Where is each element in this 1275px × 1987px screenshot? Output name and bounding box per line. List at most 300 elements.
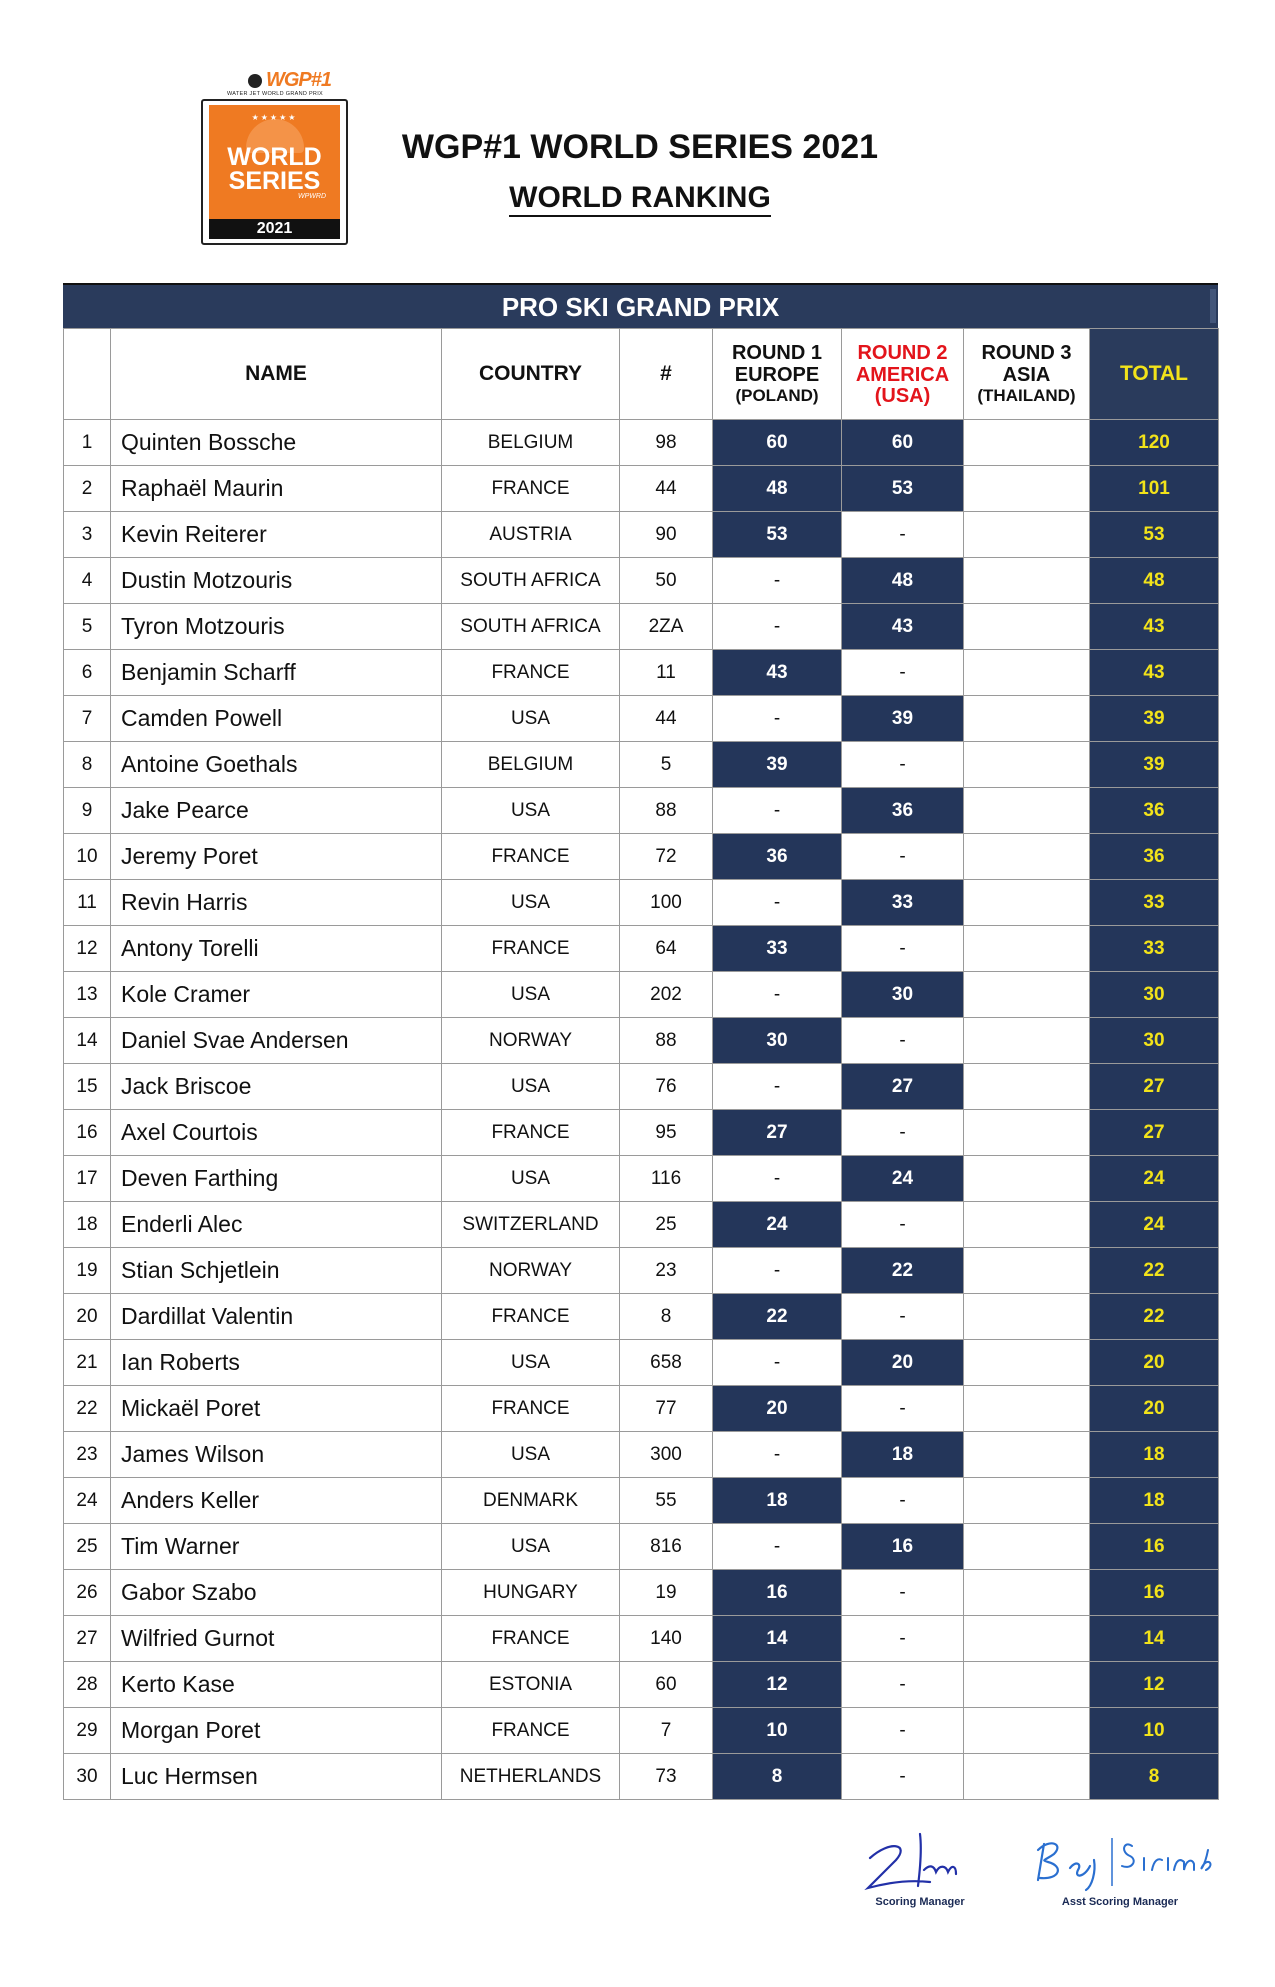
round2-points-cell: 24 bbox=[842, 1156, 964, 1202]
rider-number-cell: 77 bbox=[620, 1386, 713, 1432]
round2-points-cell: 36 bbox=[842, 788, 964, 834]
round1-points-cell: 8 bbox=[713, 1754, 842, 1800]
round2-points-cell: - bbox=[842, 1202, 964, 1248]
rank-header bbox=[64, 329, 111, 420]
table-row bbox=[64, 1156, 1219, 1202]
round3-points-cell bbox=[964, 972, 1090, 1018]
round3-points-cell bbox=[964, 558, 1090, 604]
round3-points-cell bbox=[964, 466, 1090, 512]
country-cell: FRANCE bbox=[442, 1708, 620, 1754]
table-row bbox=[64, 466, 1219, 512]
rank-cell: 6 bbox=[64, 650, 111, 696]
rank-cell: 4 bbox=[64, 558, 111, 604]
rank-cell: 3 bbox=[64, 512, 111, 558]
rider-name-cell: Kevin Reiterer bbox=[111, 512, 442, 558]
total-points-cell: 48 bbox=[1090, 558, 1219, 604]
table-row bbox=[64, 1708, 1219, 1754]
round1-points-cell: 36 bbox=[713, 834, 842, 880]
rider-name-cell: Jake Pearce bbox=[111, 788, 442, 834]
ranking-rows bbox=[64, 420, 1219, 1800]
country-cell: NORWAY bbox=[442, 1248, 620, 1294]
table-row bbox=[64, 1432, 1219, 1478]
rank-cell: 5 bbox=[64, 604, 111, 650]
round3-points-cell bbox=[964, 1064, 1090, 1110]
country-cell: HUNGARY bbox=[442, 1570, 620, 1616]
rank-cell: 30 bbox=[64, 1754, 111, 1800]
rank-cell: 18 bbox=[64, 1202, 111, 1248]
round1-points-cell: 30 bbox=[713, 1018, 842, 1064]
round1-points-cell: 48 bbox=[713, 466, 842, 512]
total-points-cell: 36 bbox=[1090, 788, 1219, 834]
round2-points-cell: - bbox=[842, 1386, 964, 1432]
signature-mark bbox=[1020, 1830, 1220, 1894]
table-row bbox=[64, 1202, 1219, 1248]
rider-number-cell: 11 bbox=[620, 650, 713, 696]
rider-name-cell: Tyron Motzouris bbox=[111, 604, 442, 650]
total-points-cell: 22 bbox=[1090, 1294, 1219, 1340]
total-points-cell: 43 bbox=[1090, 650, 1219, 696]
total-header: TOTAL bbox=[1090, 329, 1219, 420]
rank-cell: 8 bbox=[64, 742, 111, 788]
total-points-cell: 16 bbox=[1090, 1570, 1219, 1616]
round3-points-cell bbox=[964, 420, 1090, 466]
round1-points-cell: 53 bbox=[713, 512, 842, 558]
rider-name-cell: Antony Torelli bbox=[111, 926, 442, 972]
logo-year: 2021 bbox=[209, 219, 340, 239]
rider-name-cell: Enderli Alec bbox=[111, 1202, 442, 1248]
rider-number-cell: 202 bbox=[620, 972, 713, 1018]
round3-points-cell bbox=[964, 880, 1090, 926]
table-row bbox=[64, 1340, 1219, 1386]
total-points-cell: 30 bbox=[1090, 1018, 1219, 1064]
table-row bbox=[64, 1018, 1219, 1064]
rider-number-cell: 2ZA bbox=[620, 604, 713, 650]
round2-points-cell: - bbox=[842, 650, 964, 696]
wgp-world-series-logo bbox=[201, 69, 348, 245]
rider-name-cell: Wilfried Gurnot bbox=[111, 1616, 442, 1662]
rank-cell: 15 bbox=[64, 1064, 111, 1110]
total-points-cell: 18 bbox=[1090, 1432, 1219, 1478]
rank-cell: 26 bbox=[64, 1570, 111, 1616]
country-cell: FRANCE bbox=[442, 650, 620, 696]
ranking-sheet bbox=[63, 283, 1218, 1800]
total-points-cell: 27 bbox=[1090, 1064, 1219, 1110]
round3-points-cell bbox=[964, 604, 1090, 650]
round1-points-cell: - bbox=[713, 788, 842, 834]
country-cell: USA bbox=[442, 1340, 620, 1386]
country-cell: USA bbox=[442, 788, 620, 834]
country-header: COUNTRY bbox=[442, 329, 620, 420]
rank-cell: 1 bbox=[64, 420, 111, 466]
total-points-cell: 24 bbox=[1090, 1202, 1219, 1248]
rider-name-cell: Camden Powell bbox=[111, 696, 442, 742]
country-cell: FRANCE bbox=[442, 1616, 620, 1662]
logo-brand: WGP#1 bbox=[219, 69, 331, 93]
rank-cell: 28 bbox=[64, 1662, 111, 1708]
rider-number-cell: 98 bbox=[620, 420, 713, 466]
rank-cell: 24 bbox=[64, 1478, 111, 1524]
table-row bbox=[64, 1386, 1219, 1432]
rider-number-cell: 88 bbox=[620, 1018, 713, 1064]
round3-points-cell bbox=[964, 650, 1090, 696]
table-row bbox=[64, 742, 1219, 788]
rank-cell: 16 bbox=[64, 1110, 111, 1156]
rider-number-cell: 60 bbox=[620, 1662, 713, 1708]
table-row bbox=[64, 926, 1219, 972]
total-points-cell: 16 bbox=[1090, 1524, 1219, 1570]
rider-number-cell: 25 bbox=[620, 1202, 713, 1248]
table-row bbox=[64, 880, 1219, 926]
round1-points-cell: - bbox=[713, 1248, 842, 1294]
round1-points-cell: 39 bbox=[713, 742, 842, 788]
number-header: # bbox=[620, 329, 713, 420]
round1-points-cell: - bbox=[713, 880, 842, 926]
country-cell: USA bbox=[442, 1156, 620, 1202]
rank-cell: 22 bbox=[64, 1386, 111, 1432]
country-cell: SOUTH AFRICA bbox=[442, 604, 620, 650]
round1-points-cell: 27 bbox=[713, 1110, 842, 1156]
total-points-cell: 53 bbox=[1090, 512, 1219, 558]
round2-points-cell: 16 bbox=[842, 1524, 964, 1570]
round1-points-cell: 60 bbox=[713, 420, 842, 466]
scoring-manager-signature bbox=[860, 1830, 980, 1908]
total-points-cell: 101 bbox=[1090, 466, 1219, 512]
round2-header: ROUND 2 AMERICA (USA) bbox=[842, 329, 964, 420]
rank-cell: 25 bbox=[64, 1524, 111, 1570]
round2-points-cell: - bbox=[842, 1754, 964, 1800]
rider-name-cell: Dustin Motzouris bbox=[111, 558, 442, 604]
country-cell: SOUTH AFRICA bbox=[442, 558, 620, 604]
rank-cell: 19 bbox=[64, 1248, 111, 1294]
country-cell: NORWAY bbox=[442, 1018, 620, 1064]
header-row bbox=[64, 329, 1219, 420]
country-cell: USA bbox=[442, 1064, 620, 1110]
table-row bbox=[64, 558, 1219, 604]
category-banner: PRO SKI GRAND PRIX bbox=[63, 283, 1218, 328]
country-cell: USA bbox=[442, 1432, 620, 1478]
round2-points-cell: - bbox=[842, 1018, 964, 1064]
round3-points-cell bbox=[964, 1386, 1090, 1432]
name-header: NAME bbox=[111, 329, 442, 420]
round3-points-cell bbox=[964, 1340, 1090, 1386]
table-row bbox=[64, 1248, 1219, 1294]
round2-points-cell: 39 bbox=[842, 696, 964, 742]
rider-name-cell: Antoine Goethals bbox=[111, 742, 442, 788]
country-cell: FRANCE bbox=[442, 926, 620, 972]
round1-points-cell: - bbox=[713, 1524, 842, 1570]
rider-number-cell: 95 bbox=[620, 1110, 713, 1156]
table-row bbox=[64, 1754, 1219, 1800]
table-row bbox=[64, 1110, 1219, 1156]
round1-points-cell: - bbox=[713, 1156, 842, 1202]
round3-points-cell bbox=[964, 834, 1090, 880]
round3-points-cell bbox=[964, 512, 1090, 558]
page-title: WGP#1 WORLD SERIES 2021 bbox=[401, 128, 879, 166]
total-points-cell: 22 bbox=[1090, 1248, 1219, 1294]
round3-points-cell bbox=[964, 742, 1090, 788]
country-cell: FRANCE bbox=[442, 466, 620, 512]
rider-name-cell: Daniel Svae Andersen bbox=[111, 1018, 442, 1064]
rank-cell: 9 bbox=[64, 788, 111, 834]
ranking-table bbox=[63, 328, 1219, 1800]
round1-points-cell: 22 bbox=[713, 1294, 842, 1340]
round2-points-cell: - bbox=[842, 512, 964, 558]
rider-name-cell: Ian Roberts bbox=[111, 1340, 442, 1386]
table-row bbox=[64, 788, 1219, 834]
rider-number-cell: 300 bbox=[620, 1432, 713, 1478]
rider-number-cell: 50 bbox=[620, 558, 713, 604]
signature-role: Asst Scoring Manager bbox=[1061, 1896, 1179, 1908]
round2-points-cell: - bbox=[842, 1662, 964, 1708]
round3-points-cell bbox=[964, 1294, 1090, 1340]
country-cell: USA bbox=[442, 696, 620, 742]
rider-number-cell: 658 bbox=[620, 1340, 713, 1386]
rider-name-cell: Jeremy Poret bbox=[111, 834, 442, 880]
round1-points-cell: 16 bbox=[713, 1570, 842, 1616]
rider-number-cell: 100 bbox=[620, 880, 713, 926]
round3-points-cell bbox=[964, 1110, 1090, 1156]
total-points-cell: 24 bbox=[1090, 1156, 1219, 1202]
round3-points-cell bbox=[964, 1616, 1090, 1662]
rank-cell: 10 bbox=[64, 834, 111, 880]
rider-icon bbox=[248, 74, 262, 88]
round2-points-cell: 60 bbox=[842, 420, 964, 466]
total-points-cell: 33 bbox=[1090, 926, 1219, 972]
round2-points-cell: - bbox=[842, 1570, 964, 1616]
total-points-cell: 12 bbox=[1090, 1662, 1219, 1708]
rider-name-cell: Quinten Bossche bbox=[111, 420, 442, 466]
round2-points-cell: 18 bbox=[842, 1432, 964, 1478]
rider-name-cell: Revin Harris bbox=[111, 880, 442, 926]
country-cell: FRANCE bbox=[442, 834, 620, 880]
total-points-cell: 18 bbox=[1090, 1478, 1219, 1524]
country-cell: BELGIUM bbox=[442, 420, 620, 466]
rider-number-cell: 19 bbox=[620, 1570, 713, 1616]
logo-line1: WORLD bbox=[227, 143, 322, 171]
rider-number-cell: 44 bbox=[620, 466, 713, 512]
round1-points-cell: - bbox=[713, 1340, 842, 1386]
total-points-cell: 36 bbox=[1090, 834, 1219, 880]
rank-cell: 17 bbox=[64, 1156, 111, 1202]
rider-number-cell: 55 bbox=[620, 1478, 713, 1524]
rank-cell: 21 bbox=[64, 1340, 111, 1386]
round1-points-cell: - bbox=[713, 1432, 842, 1478]
rider-number-cell: 7 bbox=[620, 1708, 713, 1754]
rider-number-cell: 90 bbox=[620, 512, 713, 558]
rider-number-cell: 816 bbox=[620, 1524, 713, 1570]
rank-cell: 20 bbox=[64, 1294, 111, 1340]
rider-name-cell: Raphaël Maurin bbox=[111, 466, 442, 512]
round3-points-cell bbox=[964, 1202, 1090, 1248]
country-cell: FRANCE bbox=[442, 1386, 620, 1432]
rider-number-cell: 44 bbox=[620, 696, 713, 742]
rider-number-cell: 88 bbox=[620, 788, 713, 834]
rank-cell: 29 bbox=[64, 1708, 111, 1754]
country-cell: FRANCE bbox=[442, 1294, 620, 1340]
table-row bbox=[64, 420, 1219, 466]
round3-points-cell bbox=[964, 1754, 1090, 1800]
total-points-cell: 39 bbox=[1090, 696, 1219, 742]
rider-name-cell: Luc Hermsen bbox=[111, 1754, 442, 1800]
round2-points-cell: - bbox=[842, 1708, 964, 1754]
country-cell: BELGIUM bbox=[442, 742, 620, 788]
round3-points-cell bbox=[964, 926, 1090, 972]
rider-name-cell: Benjamin Scharff bbox=[111, 650, 442, 696]
table-row bbox=[64, 834, 1219, 880]
total-points-cell: 27 bbox=[1090, 1110, 1219, 1156]
round3-points-cell bbox=[964, 1432, 1090, 1478]
table-row bbox=[64, 512, 1219, 558]
page-subtitle: WORLD RANKING bbox=[360, 181, 920, 215]
rider-number-cell: 64 bbox=[620, 926, 713, 972]
rank-cell: 14 bbox=[64, 1018, 111, 1064]
country-cell: AUSTRIA bbox=[442, 512, 620, 558]
round1-points-cell: 18 bbox=[713, 1478, 842, 1524]
round1-points-cell: 24 bbox=[713, 1202, 842, 1248]
round1-points-cell: 33 bbox=[713, 926, 842, 972]
country-cell: FRANCE bbox=[442, 1110, 620, 1156]
round2-points-cell: 33 bbox=[842, 880, 964, 926]
country-cell: USA bbox=[442, 1524, 620, 1570]
table-row bbox=[64, 1064, 1219, 1110]
logo-badge bbox=[209, 105, 340, 219]
table-row bbox=[64, 1524, 1219, 1570]
round2-points-cell: 20 bbox=[842, 1340, 964, 1386]
rider-name-cell: Stian Schjetlein bbox=[111, 1248, 442, 1294]
table-row bbox=[64, 1662, 1219, 1708]
total-points-cell: 120 bbox=[1090, 420, 1219, 466]
total-points-cell: 10 bbox=[1090, 1708, 1219, 1754]
rider-name-cell: Anders Keller bbox=[111, 1478, 442, 1524]
round2-points-cell: - bbox=[842, 926, 964, 972]
rider-number-cell: 73 bbox=[620, 1754, 713, 1800]
rank-cell: 7 bbox=[64, 696, 111, 742]
table-row bbox=[64, 650, 1219, 696]
round1-header: ROUND 1 EUROPE (POLAND) bbox=[713, 329, 842, 420]
rider-name-cell: Mickaël Poret bbox=[111, 1386, 442, 1432]
total-points-cell: 30 bbox=[1090, 972, 1219, 1018]
round2-points-cell: - bbox=[842, 742, 964, 788]
round2-points-cell: 43 bbox=[842, 604, 964, 650]
round2-points-cell: - bbox=[842, 1294, 964, 1340]
country-cell: SWITZERLAND bbox=[442, 1202, 620, 1248]
round2-points-cell: 53 bbox=[842, 466, 964, 512]
round1-points-cell: - bbox=[713, 696, 842, 742]
table-row bbox=[64, 1294, 1219, 1340]
rider-name-cell: James Wilson bbox=[111, 1432, 442, 1478]
rider-number-cell: 76 bbox=[620, 1064, 713, 1110]
round3-header: ROUND 3 ASIA (THAILAND) bbox=[964, 329, 1090, 420]
total-points-cell: 33 bbox=[1090, 880, 1219, 926]
total-points-cell: 8 bbox=[1090, 1754, 1219, 1800]
round2-points-cell: 30 bbox=[842, 972, 964, 1018]
round2-points-cell: 27 bbox=[842, 1064, 964, 1110]
asst-scoring-manager-signature bbox=[1020, 1830, 1220, 1908]
rider-name-cell: Axel Courtois bbox=[111, 1110, 442, 1156]
rider-number-cell: 5 bbox=[620, 742, 713, 788]
rider-name-cell: Jack Briscoe bbox=[111, 1064, 442, 1110]
rider-name-cell: Tim Warner bbox=[111, 1524, 442, 1570]
round3-points-cell bbox=[964, 1156, 1090, 1202]
round3-points-cell bbox=[964, 1524, 1090, 1570]
rank-cell: 2 bbox=[64, 466, 111, 512]
banner-edge bbox=[1210, 289, 1216, 323]
round3-points-cell bbox=[964, 696, 1090, 742]
total-points-cell: 20 bbox=[1090, 1386, 1219, 1432]
round1-points-cell: 12 bbox=[713, 1662, 842, 1708]
table-row bbox=[64, 1478, 1219, 1524]
total-points-cell: 43 bbox=[1090, 604, 1219, 650]
rider-number-cell: 8 bbox=[620, 1294, 713, 1340]
table-row bbox=[64, 972, 1219, 1018]
table-row bbox=[64, 1616, 1219, 1662]
rider-name-cell: Dardillat Valentin bbox=[111, 1294, 442, 1340]
round2-points-cell: 48 bbox=[842, 558, 964, 604]
rank-cell: 11 bbox=[64, 880, 111, 926]
total-points-cell: 14 bbox=[1090, 1616, 1219, 1662]
country-cell: USA bbox=[442, 880, 620, 926]
logo-tagline: WATER JET WORLD GRAND PRIX bbox=[226, 91, 323, 97]
round1-points-cell: 20 bbox=[713, 1386, 842, 1432]
rider-name-cell: Kole Cramer bbox=[111, 972, 442, 1018]
round2-points-cell: - bbox=[842, 1478, 964, 1524]
rider-number-cell: 140 bbox=[620, 1616, 713, 1662]
country-cell: NETHERLANDS bbox=[442, 1754, 620, 1800]
stars-icon: ★★★★★ bbox=[251, 113, 298, 122]
rider-name-cell: Kerto Kase bbox=[111, 1662, 442, 1708]
round1-points-cell: - bbox=[713, 604, 842, 650]
rank-cell: 12 bbox=[64, 926, 111, 972]
rider-number-cell: 116 bbox=[620, 1156, 713, 1202]
round3-points-cell bbox=[964, 788, 1090, 834]
round2-points-cell: - bbox=[842, 1616, 964, 1662]
round2-points-cell: - bbox=[842, 834, 964, 880]
rider-name-cell: Morgan Poret bbox=[111, 1708, 442, 1754]
round2-points-cell: 22 bbox=[842, 1248, 964, 1294]
round1-points-cell: - bbox=[713, 558, 842, 604]
rank-cell: 23 bbox=[64, 1432, 111, 1478]
total-points-cell: 20 bbox=[1090, 1340, 1219, 1386]
rider-name-cell: Deven Farthing bbox=[111, 1156, 442, 1202]
total-points-cell: 39 bbox=[1090, 742, 1219, 788]
round1-points-cell: - bbox=[713, 972, 842, 1018]
round3-points-cell bbox=[964, 1662, 1090, 1708]
round3-points-cell bbox=[964, 1708, 1090, 1754]
round1-points-cell: - bbox=[713, 1064, 842, 1110]
round3-points-cell bbox=[964, 1018, 1090, 1064]
table-row bbox=[64, 604, 1219, 650]
round3-points-cell bbox=[964, 1478, 1090, 1524]
country-cell: DENMARK bbox=[442, 1478, 620, 1524]
signature-mark bbox=[860, 1830, 980, 1894]
rank-cell: 27 bbox=[64, 1616, 111, 1662]
logo-line2: SERIES bbox=[228, 167, 321, 195]
round2-points-cell: - bbox=[842, 1110, 964, 1156]
rider-number-cell: 23 bbox=[620, 1248, 713, 1294]
round1-points-cell: 14 bbox=[713, 1616, 842, 1662]
country-cell: ESTONIA bbox=[442, 1662, 620, 1708]
signature-role: Scoring Manager bbox=[875, 1896, 965, 1908]
rank-cell: 13 bbox=[64, 972, 111, 1018]
round1-points-cell: 43 bbox=[713, 650, 842, 696]
round3-points-cell bbox=[964, 1570, 1090, 1616]
round1-points-cell: 10 bbox=[713, 1708, 842, 1754]
rider-number-cell: 72 bbox=[620, 834, 713, 880]
round3-points-cell bbox=[964, 1248, 1090, 1294]
logo-mark: WPWRD bbox=[298, 193, 326, 200]
country-cell: USA bbox=[442, 972, 620, 1018]
rider-name-cell: Gabor Szabo bbox=[111, 1570, 442, 1616]
